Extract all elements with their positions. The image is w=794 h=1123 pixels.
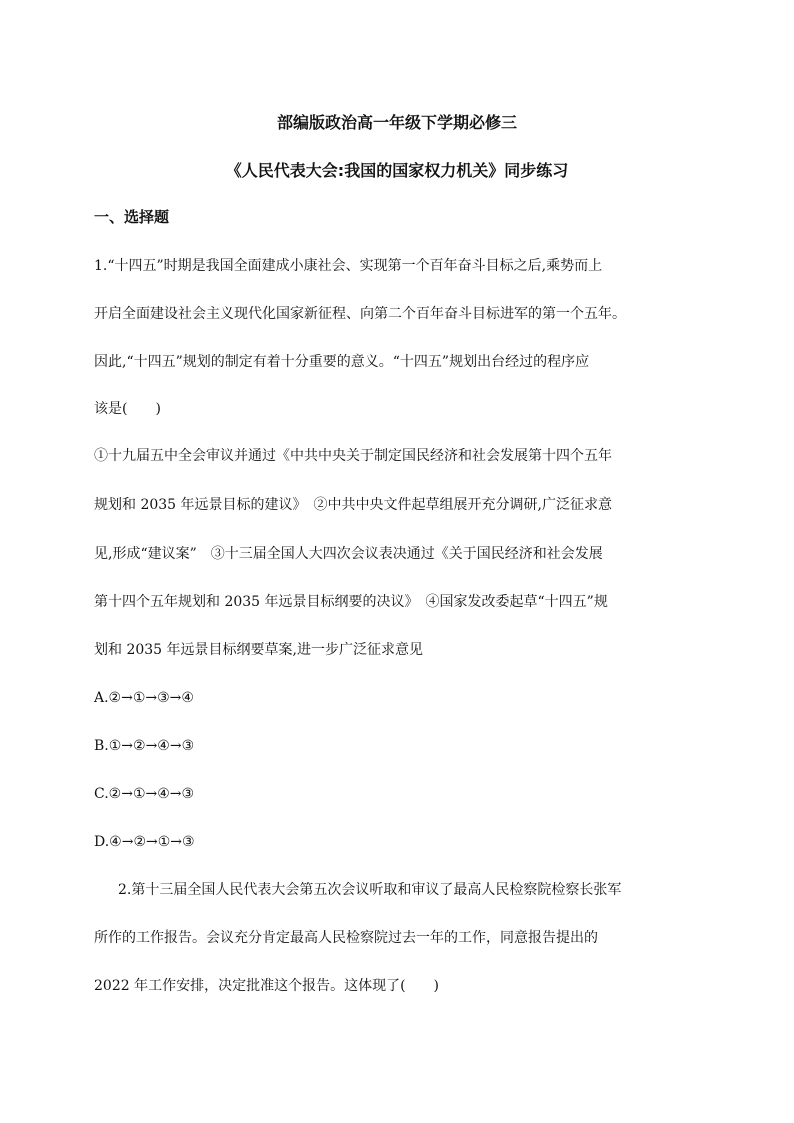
question1-statement-line: 规划和 2035 年远景目标的建议》 ②中共中央文件起草组展开充分调研,广泛征求意 [94,497,612,513]
question2-stem-line: 2022 年工作安排，决定批准这个报告。这体现了( ) [94,978,440,994]
question1-stem-line: 因此,“十四五”规划的制定有着十分重要的意义。“十四五”规划出台经过的程序应 [94,354,590,370]
question1-stem-line: 开启全面建设社会主义现代化国家新征程、向第二个百年奋斗目标进军的第一个五年。 [94,306,626,322]
question1-statement-line: ①十九届五中全会审议并通过《中共中央关于制定国民经济和社会发展第十四个五年 [94,448,612,464]
question1-option-c: C.②→①→④→③ [94,786,195,802]
question1-option-a: A.②→①→③→④ [94,690,194,706]
section-heading: 一、选择题 [94,208,170,226]
question1-statement-line: 见,形成“建议案” ③十三届全国人大四次会议表决通过《关于国民经济和社会发展 [94,546,603,562]
question1-stem-line: 该是( ) [94,401,161,417]
question1-option-d: D.④→②→①→③ [94,834,195,850]
document-subtitle: 《人民代表大会:我国的国家权力机关》同步练习 [225,161,569,180]
question1-stem-line: 1.“十四五”时期是我国全面建成小康社会、实现第一个百年奋斗目标之后,乘势而上 [94,258,603,274]
document-title: 部编版政治高一年级下学期必修三 [276,113,517,132]
question2-stem-line: 所作的工作报告。会议充分肯定最高人民检察院过去一年的工作，同意报告提出的 [94,930,598,946]
question1-statement-line: 划和 2035 年远景目标纲要草案,进一步广泛征求意见 [94,642,423,658]
question1-statement-line: 第十四个五年规划和 2035 年远景目标纲要的决议》 ④国家发改委起草“十四五”规 [94,594,608,610]
question1-option-b: B.①→②→④→③ [94,738,195,754]
question2-stem-line: 2.第十三届全国人民代表大会第五次会议听取和审议了最高人民检察院检察长张军 [118,882,622,898]
